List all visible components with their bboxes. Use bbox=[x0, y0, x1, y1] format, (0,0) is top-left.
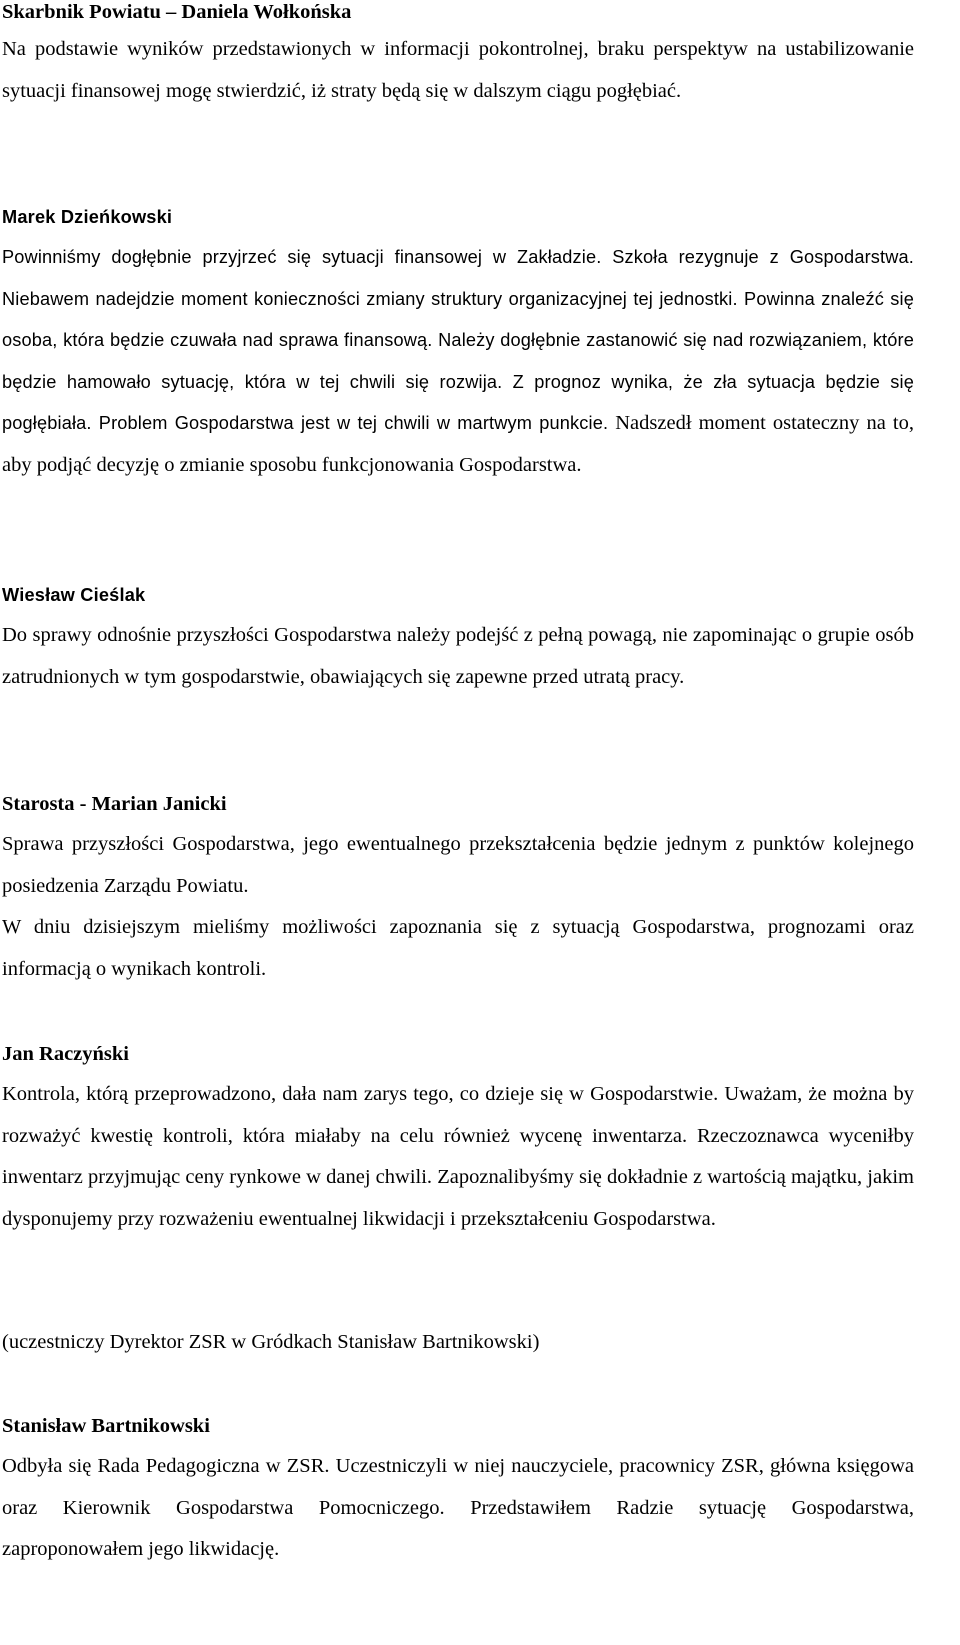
statement-text: Odbyła się Rada Pedagogiczna w ZSR. Uczestniczyli w niej nauczyciele, pracownicy ZSR, główna księgowa oraz Kierownik Gospodarstwa Pomocniczego. Przedstawiłem Radzie sytuację Gospodarstwa, zaproponowałem jego likwidację. bbox=[2, 1455, 914, 1560]
speaker-name: Starosta - Marian Janicki bbox=[2, 793, 227, 815]
statement-bartnikowski bbox=[2, 1414, 914, 1571]
statement-text: Sprawa przyszłości Gospodarstwa, jego ewentualnego przekształcenia będzie jednym z punktów kolejnego posiedzenia Zarządu Powiatu. bbox=[2, 833, 914, 897]
statement-text: Kontrola, którą przeprowadzono, dała nam zarys tego, co dzieje się w Gospodarstwie. Uważam, że można by rozważyć kwestię kontroli, która miałaby na celu również wycenę inwentarza. Rzeczoznawca wyceniłby inwentarz przyjmując ceny rynkowe w danej chwili. Zapoznalibyśmy się dokładnie z wartością majątku, jakim dysponujemy przy rozważeniu ewentualnej likwidacji i przekształceniu Gospodarstwa. bbox=[2, 1083, 914, 1230]
speaker-name: Wiesław Cieślak bbox=[2, 585, 146, 605]
statement-treasurer bbox=[2, 0, 914, 112]
speaker-name: Skarbnik Powiatu – Daniela Wołkońska bbox=[2, 1, 352, 23]
speaker-name: Jan Raczyński bbox=[2, 1043, 130, 1065]
statement-text: Na podstawie wyników przedstawionych w informacji pokontrolnej, braku perspektyw na ustabilizowanie sytuacji finansowej mogę stwierdzić, iż straty będą się w dalszym ciągu pogłębiać. bbox=[2, 38, 914, 102]
statement-dzienkowski bbox=[2, 205, 914, 486]
speaker-name: Stanisław Bartnikowski bbox=[2, 1415, 210, 1437]
statement-text bbox=[2, 237, 914, 486]
statement-janicki bbox=[2, 792, 914, 990]
speaker-name: Marek Dzieńkowski bbox=[2, 207, 173, 227]
statement-text-part1: Powinniśmy dogłębnie przyjrzeć się sytuacji finansowej w Zakładzie. Szkoła rezygnuje z Gospodarstwa. Niebawem nadejdzie moment konieczności zmiany struktury organizacyjnej tej jednostki. Powinna znaleźć się osoba, która będzie czuwała nad sprawa finansową. Należy dogłębnie zastanowić się nad rozwiązaniem, które będzie hamowało sytuację, która w tej chwili się rozwija. Z prognoz wynika, że zła sytuacja będzie się pogłębiała. Problem Gospodarstwa jest w tej chwili w martwym punkcie. bbox=[2, 247, 914, 433]
statement-raczynski bbox=[2, 1042, 914, 1240]
attendance-note bbox=[2, 1322, 914, 1364]
statement-text-part2: Nadszedł moment ostateczny na to, aby podjąć decyzję o zmianie sposobu funkcjonowania Gospodarstwa. bbox=[2, 412, 914, 476]
statement-text-continued: W dniu dzisiejszym mieliśmy możliwości zapoznania się z sytuacją Gospodarstwa, prognozami oraz informacją o wynikach kontroli. bbox=[2, 916, 914, 980]
note-text: (uczestniczy Dyrektor ZSR w Gródkach Stanisław Bartnikowski) bbox=[2, 1331, 540, 1353]
statement-cieslak bbox=[2, 583, 914, 698]
statement-text: Do sprawy odnośnie przyszłości Gospodarstwa należy podejść z pełną powagą, nie zapominając o grupie osób zatrudnionych w tym gospodarstwie, obawiających się zapewne przed utratą pracy. bbox=[2, 624, 914, 688]
